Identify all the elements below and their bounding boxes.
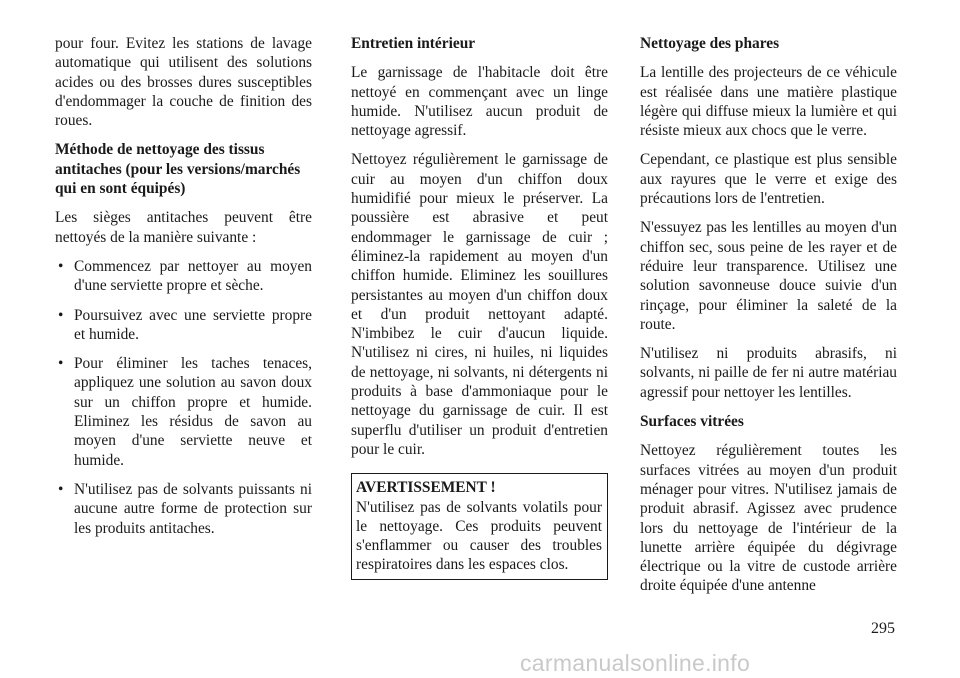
page-number: 295 — [871, 620, 895, 637]
heading-interior-care: Entretien intérieur — [351, 35, 476, 52]
heading-stain-resistant-fabric: Méthode de nettoyage des tissus antitaches (pour les versions/marchés qui en sont équipés) — [55, 141, 301, 198]
list-item: • Commencez par nettoyer au moyen d'une serviette propre et sèche. — [55, 257, 312, 296]
warning-box — [351, 473, 608, 579]
column-middle — [351, 34, 608, 580]
paragraph-no-abrasives: N'utilisez ni produits abrasifs, ni solvants, ni paille de fer ni autre matériau agressif pour nettoyer les lentilles. — [640, 345, 897, 401]
paragraph-glass-cleaning: Nettoyez régulièrement toutes les surfaces vitrées au moyen d'un produit ménager pour vitres. N'utilisez jamais de produit abrasif. Agissez avec prudence lors du nettoyage de l'intérieur de la lunette arrière équipée du dégivrage électrique ou la vitre de custode arrière droite équipée d'une antenne — [640, 442, 897, 595]
heading-glass-surfaces: Surfaces vitrées — [640, 413, 744, 431]
paragraph-fabric-intro: Les sièges antitaches peuvent être nettoyés de la manière suivante : — [55, 209, 312, 246]
watermark: carmanualsonline.info — [520, 650, 751, 676]
column-left — [55, 34, 312, 548]
paragraph-leather-care: Nettoyez régulièrement le garnissage de cuir au moyen d'un chiffon doux humidifié pour mieux le préserver. La poussière est abrasive et peut endommager le garnissage de cuir ; éliminez-la rapidement au moyen d'un chiffon humide. Eliminez les souillures persistantes au moyen d'un chiffon doux et d'un produit nettoyant adapté. N'imbibez le cuir d'aucun liquide. N'utilisez ni cires, ni huiles, ni liquides de nettoyage, ni solvants, ni détergents ni produits à base d'ammoniaque pour le nettoyage du garnissage de cuir. Il est superflu d'utiliser un produit d'entretien pour le cuir. — [351, 151, 608, 458]
list-item: • Poursuivez avec une serviette propre et humide. — [55, 306, 312, 345]
warning-title: AVERTISSEMENT ! — [356, 479, 496, 497]
heading-headlamp-cleaning: Nettoyage des phares — [640, 35, 780, 52]
paragraph-interior-trim: Le garnissage de l'habitacle doit être nettoyé en commençant avec un linge humide. N'utilisez aucun produit de nettoyage agressif. — [351, 64, 608, 140]
paragraph-scratch-sensitivity: Cependant, ce plastique est plus sensible aux rayures que le verre et exige des précautions lors de l'entretien. — [640, 151, 897, 208]
paragraph-wheel-care: pour four. Evitez les stations de lavage automatique qui utilisent des solutions acides ou des brosses dures susceptibles d'endommager la couche de finition des roues. — [55, 35, 312, 130]
list-item: • N'utilisez pas de solvants puissants ni aucune autre forme de protection sur les produits antitaches. — [55, 480, 312, 538]
cleaning-steps-list — [55, 257, 312, 538]
warning-text: N'utilisez pas de solvants volatils pour le nettoyage. Ces produits peuvent s'enflammer ou causer des troubles respiratoires dans les espaces clos. — [356, 498, 602, 574]
column-right — [640, 34, 897, 596]
paragraph-headlamp-lens: La lentille des projecteurs de ce véhicule est réalisée dans une matière plastique légère qui diffuse mieux la lumière et qui résiste mieux aux chocs que le verre. — [640, 64, 897, 140]
paragraph-wiping-advice: N'essuyez pas les lentilles au moyen d'un chiffon sec, sous peine de les rayer et de réduire leur transparence. Utilisez une solution savonneuse douce suivie d'un rinçage, pour éliminer la saleté de la route. — [640, 219, 897, 333]
list-item: • Pour éliminer les taches tenaces, appliquez une solution au savon doux sur un chiffon propre et humide. Eliminez les résidus de savon au moyen d'une serviette neuve et humide. — [55, 354, 312, 470]
